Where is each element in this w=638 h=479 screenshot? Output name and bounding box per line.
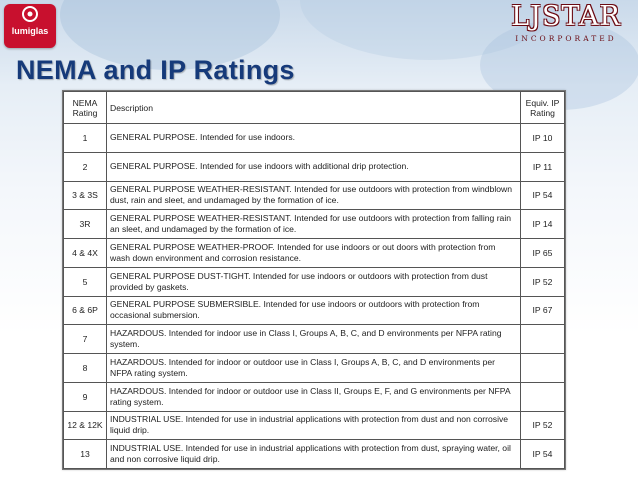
cell-nema: 8 [64,354,107,383]
cell-ip [521,325,565,354]
table-row [64,411,565,440]
cell-ip: IP 67 [521,296,565,325]
table-row [64,124,565,153]
cell-description: INDUSTRIAL USE. Intended for use in industrial applications with protection from dust and non corrosive liquid drip. [107,411,521,440]
cell-nema: 4 & 4X [64,239,107,268]
page-title: NEMA and IP Ratings [16,55,295,85]
cell-nema: 3 & 3S [64,181,107,210]
cell-description: GENERAL PURPOSE. Intended for use indoors with additional drip protection. [107,152,521,181]
ljstar-logo [502,2,630,48]
table-row [64,325,565,354]
cell-nema: 6 & 6P [64,296,107,325]
ljstar-logo-name: LJSTAR [511,1,621,32]
table-row [64,382,565,411]
cell-ip: IP 10 [521,124,565,153]
cell-nema: 13 [64,440,107,469]
table-row [64,152,565,181]
table-row [64,181,565,210]
cell-nema: 1 [64,124,107,153]
cell-description: HAZARDOUS. Intended for indoor or outdoor use in Class I, Groups A, B, C, and D environments per NFPA rating system. [107,354,521,383]
header-description: Description [107,92,521,124]
cell-description: INDUSTRIAL USE. Intended for use in industrial applications with protection from dust, spraying water, oil and non corrosive liquid drip. [107,440,521,469]
lumiglas-logo [4,4,56,48]
header-nema: NEMA Rating [64,92,107,124]
cell-ip: IP 14 [521,210,565,239]
cell-ip: IP 11 [521,152,565,181]
cell-description: HAZARDOUS. Intended for indoor or outdoor use in Class II, Groups E, F, and G environments per NFPA rating system. [107,382,521,411]
ratings-table-container [62,90,566,470]
table-row [64,296,565,325]
cell-description: GENERAL PURPOSE. Intended for use indoors. [107,124,521,153]
cell-description: GENERAL PURPOSE SUBMERSIBLE. Intended for use indoors or outdoors with protection from occasional submersion. [107,296,521,325]
cell-nema: 2 [64,152,107,181]
table-header-row [64,92,565,124]
table-row [64,267,565,296]
cell-ip: IP 65 [521,239,565,268]
table-row [64,210,565,239]
cell-description: GENERAL PURPOSE WEATHER-RESISTANT. Intended for use outdoors with protection from falling rain an sleet, and undamaged by the formation of ice. [107,210,521,239]
table-row [64,239,565,268]
ljstar-logo-sub: INCORPORATED [515,34,617,43]
cell-ip [521,354,565,383]
lumiglas-logo-text: lumiglas [11,26,49,36]
cell-nema: 7 [64,325,107,354]
cell-description: GENERAL PURPOSE DUST-TIGHT. Intended for use indoors or outdoors with protection from dust provided by gaskets. [107,267,521,296]
cell-ip: IP 54 [521,181,565,210]
cell-nema: 9 [64,382,107,411]
cell-nema: 5 [64,267,107,296]
table-row [64,440,565,469]
cell-description: GENERAL PURPOSE WEATHER-PROOF. Intended for use indoors or out doors with protection from wash down environment and corrosion resistance. [107,239,521,268]
cell-ip [521,382,565,411]
ratings-table [63,91,565,469]
table-row [64,354,565,383]
cell-description: HAZARDOUS. Intended for indoor use in Class I, Groups A, B, C, and D environments per NFPA rating system. [107,325,521,354]
cell-ip: IP 52 [521,411,565,440]
cell-nema: 3R [64,210,107,239]
cell-ip: IP 54 [521,440,565,469]
cell-description: GENERAL PURPOSE WEATHER-RESISTANT. Intended for use outdoors with protection from windblown dust, rain and sleet, and undamaged by the formation of ice. [107,181,521,210]
cell-nema: 12 & 12K [64,411,107,440]
cell-ip: IP 52 [521,267,565,296]
header-ip: Equiv. IP Rating [521,92,565,124]
